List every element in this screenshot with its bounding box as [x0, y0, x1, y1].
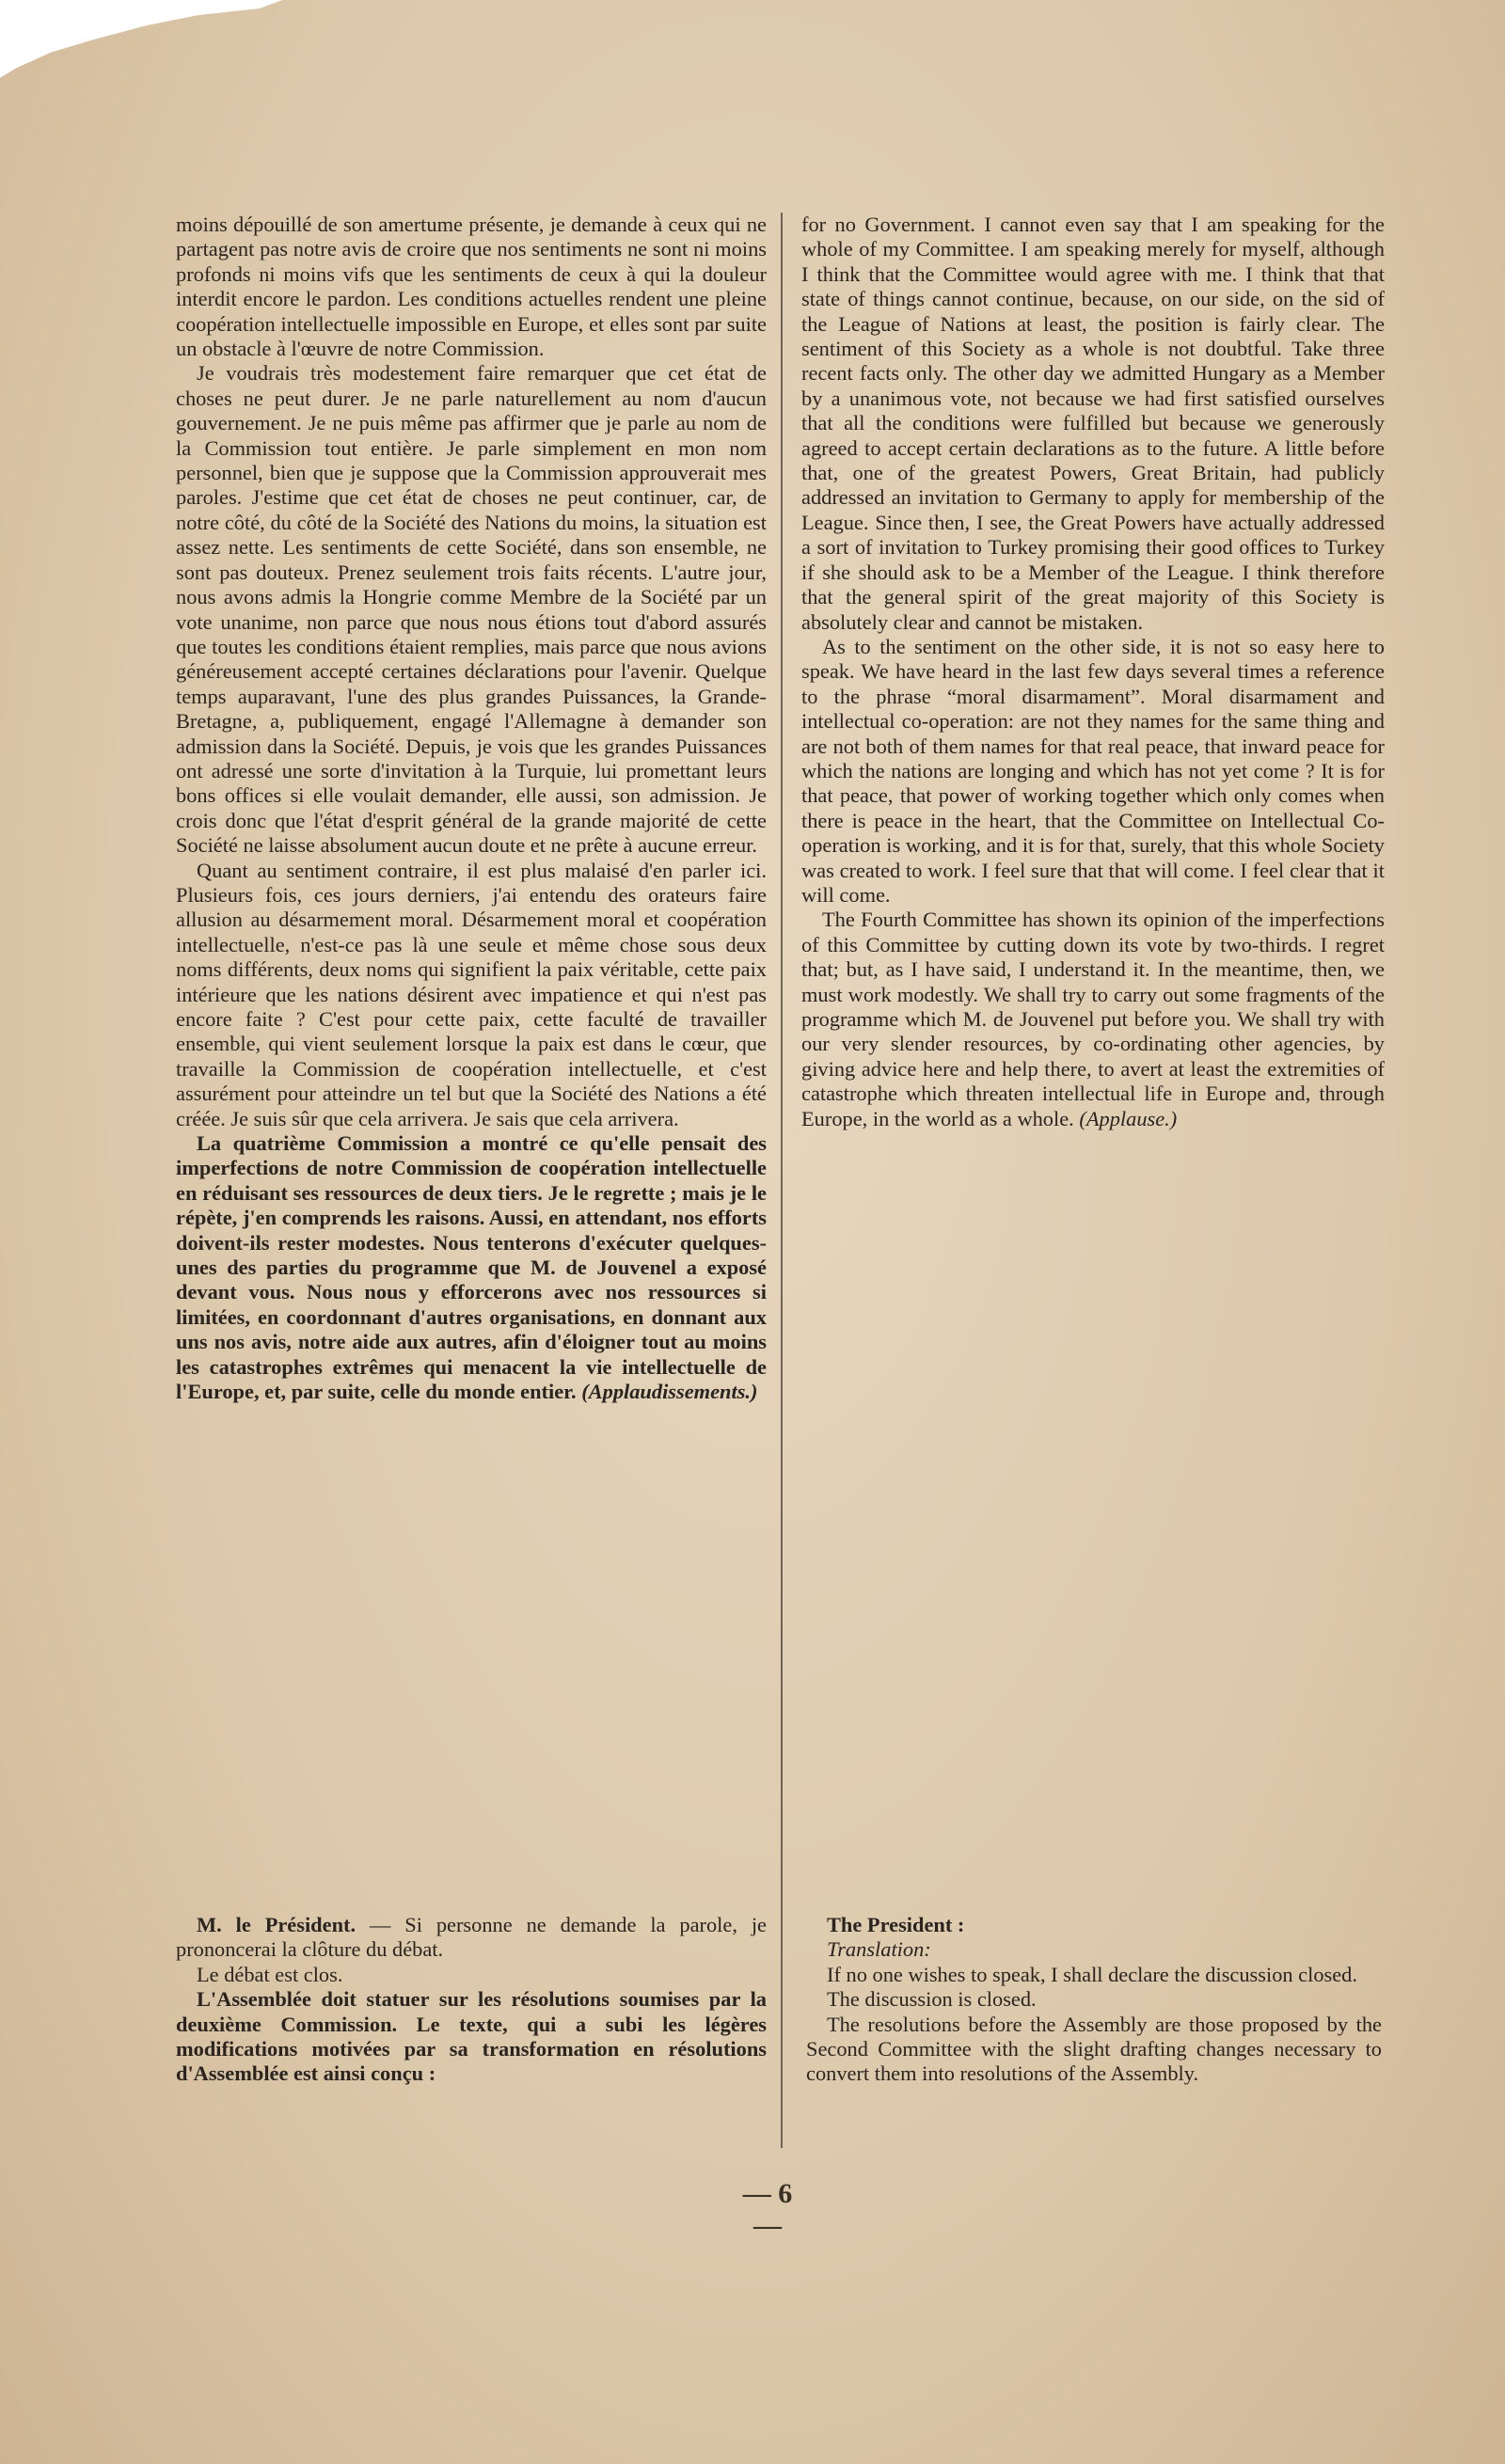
english-paragraph-3-text: The Fourth Committee has shown its opinion of the imperfections of this Committee by cutting down its vote by two-thirds. I regret that; but, as I have said, I understand it. In the meantime, then, we must work modestly. We shall try to carry out some fragments of the programme which M. de Jouvenel put before you. We shall try with our very slender resources, by co-ordinating other agencies, by giving advice here and help there, to avert at least the extremities of catastrophe which threaten intellectual life in Europe and, through Europe, in the world as a whole. — [801, 908, 1385, 1130]
french-column-upper — [176, 213, 767, 1405]
french-speaker: M. le Président. — [197, 1913, 356, 1936]
french-paragraph-1: moins dépouillé de son amertume présente, je demande à ceux qui ne partagent pas notre avis de croire que nos sentiments ne sont ni moins profonds ni moins vifs que les sentiments de ceux à qui la douleur interdit encore le pardon. Les conditions actuelles rendent une pleine coopération intellectuelle impossible en Europe, et elles sont par suite un obstacle à l'œuvre de notre Commission. — [176, 213, 767, 361]
english-paragraph-3 — [801, 908, 1385, 1131]
french-president-line — [176, 1913, 767, 1963]
english-discussion-closed: The discussion is closed. — [827, 1987, 1037, 2012]
french-column-lower — [176, 1913, 767, 2087]
page-number: — 6 — — [742, 2178, 793, 2241]
english-applause: (Applause.) — [1079, 1106, 1178, 1130]
french-applause: (Applaudissements.) — [581, 1380, 758, 1404]
french-debate-closed: Le débat est clos. — [197, 1962, 343, 1986]
torn-corner — [0, 0, 282, 85]
translation-label: Translation: — [827, 1937, 931, 1962]
french-paragraph-4 — [176, 1131, 767, 1404]
french-paragraph-2: Je voudrais très modestement faire remarquer que cet état de choses ne peut durer. Je ne parle naturellement au nom d'aucun gouvernement. Je ne puis même pas affirmer que je parle au nom de la Commission tout entière. Je parle simplement en mon nom personnel, bien que je suppose que la Commission approuverait mes paroles. J'estime que cet état de choses ne peut continuer, car, de notre côté, du côté de la Société des Nations du moins, la situation est assez nette. Les sentiments de cette Société, dans son ensemble, ne sont pas douteux. Prenez seulement trois faits récents. L'autre jour, nous avons admis la Hongrie comme Membre de la Société par un vote unanime, non parce que nous nous étions tout d'abord assurés que toutes les conditions étaient remplies, mais parce que nous avions généreusement accepté certaines déclarations pour l'avenir. Quelque temps auparavant, l'une des plus grandes Puissances, la Grande-Bretagne, a, publiquement, engagé l'Allemagne à demander son admission dans la Société. Depuis, je vois que les grandes Puissances ont adressé une sorte d'invitation à la Turquie, lui promettant leurs bons offices si elle voulait demander, elle aussi, son admission. Je crois donc que l'état d'esprit général de la grande majorité de cette Société ne laisse absolument aucun doute et ne prête à aucune erreur. — [176, 361, 767, 858]
english-paragraph-1: for no Government. I cannot even say that I am speaking for the whole of my Committee. I am speaking merely for myself, although I think that the Committee would agree with me. I think that that state of things cannot continue, because, on our side, on the sid of the League of Nations at least, the position is fairly clear. The sentiment of this Society as a whole is not doubtful. Take three recent facts only. The other day we admitted Hungary as a Member by a unanimous vote, not because we had first satisfied ourselves that all the conditions were fulfilled but because we generously agreed to accept certain declarations as to the future. A little before that, one of the greatest Powers, Great Britain, had publicly addressed an invitation to Germany to apply for membership of the League. Since then, I see, the Great Powers have actually addressed a sort of invitation to Turkey promising their good offices to Turkey if she should ask to be a Member of the League. I think therefore that the general spirit of the great majority of this Society is absolutely clear and cannot be mistaken. — [801, 213, 1385, 634]
column-divider-lower — [781, 1913, 783, 2148]
english-resolutions: The resolutions before the Assembly are those proposed by the Second Committee with the slight drafting changes necessary to convert them into resolutions of the Assembly. — [806, 2012, 1382, 2086]
column-divider-upper — [781, 213, 783, 1913]
french-president-speech: — Si personne ne demande la parole, je prononcerai la clôture du débat. — [176, 1913, 767, 1962]
english-column-lower — [806, 1913, 1382, 2087]
french-paragraph-3: Quant au sentiment contraire, il est plus malaisé d'en parler ici. Plusieurs fois, ces jours derniers, j'ai entendu des orateurs faire allusion au désarmement moral. Désarmement moral et coopération intellectuelle, n'est-ce pas là une seule et même chose sous deux noms différents, deux noms qui signifient la paix véritable, cette paix intérieure que les nations désirent avec impatience et qui n'est pas encore faite ? C'est pour cette paix, cette faculté de travailler ensemble, qui vient seulement lorsque la paix est dans le cœur, que travaille la Commission de coopération intellectuelle, et c'est assurément pour atteindre un tel but que la Société des Nations a été créée. Je suis sûr que cela arrivera. Je sais que cela arrivera. — [176, 858, 767, 1130]
french-resolutions: L'Assemblée doit statuer sur les résolutions soumises par la deuxième Commission. Le texte, qui a subi les légères modifications motivées par sa transformation en résolutions d'Assemblée est ainsi conçu : — [176, 1987, 767, 2086]
english-column-upper — [801, 213, 1385, 1131]
english-speaker: The President : — [827, 1913, 965, 1936]
french-paragraph-4-text: La quatrième Commission a montré ce qu'elle pensait des imperfections de notre Commission de coopération intellectuelle en réduisant ses ressources de deux tiers. Je le regrette ; mais je le répète, j'en comprends les raisons. Aussi, en attendant, nos efforts doivent-ils rester modestes. Nous tenterons d'exécuter quelques-unes des parties du programme que M. de Jouvenel a exposé devant vous. Nous nous y efforcerons avec nos ressources si limitées, en coordonnant d'autres organisations, en donnant aux uns nos avis, notre aide aux autres, afin d'éloigner tout au moins les catastrophes extrêmes qui menacent la vie intellectuelle de l'Europe, et, par suite, celle du monde entier. — [176, 1131, 767, 1404]
english-president-speech: If no one wishes to speak, I shall declare the discussion closed. — [827, 1962, 1357, 1986]
english-paragraph-2: As to the sentiment on the other side, it is not so easy here to speak. We have heard in the last few days several times a reference to the phrase “moral disarmament”. Moral disarmament and intellectual co-operation: are not they names for the same thing and are not both of them names for that real peace, that inward peace for which the nations are longing and which has not yet come ? It is for that peace, that power of working together which only comes when there is peace in the heart, that the Committee on Intellectual Co-operation is working, and it is for that, surely, that this whole Society was created to work. I feel sure that that will come. I feel clear that it will come. — [801, 634, 1385, 907]
